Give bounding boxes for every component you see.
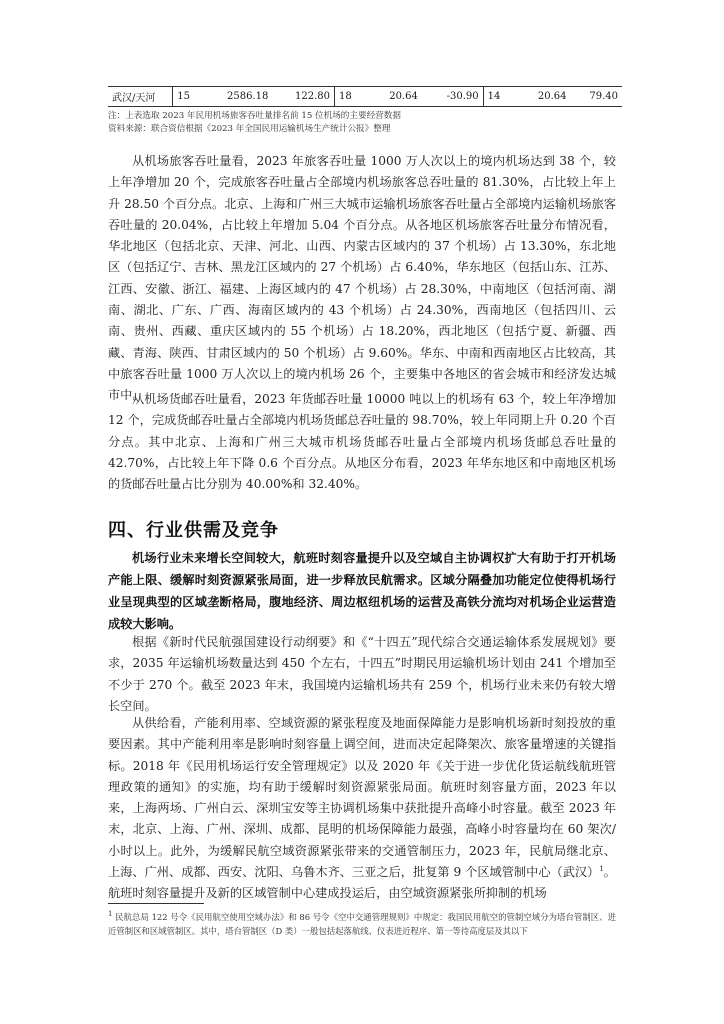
footnote [108, 910, 616, 938]
footnote-reference[interactable]: 1 [599, 865, 604, 874]
table-note: 注：上表选取 2023 年民用机场旅客吞吐量排名前 15 位机场的主要经营数据 [108, 111, 401, 121]
table-cell: 79.40 [589, 90, 618, 102]
table-row [108, 86, 622, 107]
paragraph-supply [108, 713, 616, 905]
paragraph-cargo-throughput: 从机场货邮吞吐量看，2023 年货邮吞吐量 10000 吨以上的机场有 63 个，较上年净增加 12 个，完成货邮吞吐量占全部境内机场货邮总吞吐量的 98.70%，较上年同期上升 0.20 个百分点。其中北京、上海和广州三大城市机场货邮吞吐量占全部境内机场货邮总吞吐量的 42.70%，占比较上年下降 0.6 个百分点。从地区分布看，2023 年华东地区和中南地区机场的货邮吞吐量占比分别为 40.00%和 32.40%。 [108, 392, 616, 492]
table-cell: 122.80 [295, 90, 331, 102]
footnote-rule [108, 903, 204, 904]
table-cell: 14 [483, 86, 516, 107]
table-source: 资料来源：联合资信根据《2023 年全国民用运输机场生产统计公报》整理 [108, 124, 391, 134]
paragraph-supply-text: 从供给看，产能利用率、空域资源的紧张程度及地面保障能力是影响机场新时刻投放的重要因素。其中产能利用率是影响时刻容量上调空间，进而决定起降架次、旅客量增速的关键指标。2018 年《民用机场运行安全管理规定》以及 2020 年《关于进一步优化货运航线航班管理政策的通知》的实施，均有助于缓解时刻资源紧张局面。航班时刻容量方面，2023 年以来，上海两场、广州白云、深圳宝安等主协调机场集中获批提升高峰小时容量。截至 2023 年末，北京、上海、广州、深圳、成都、昆明的机场保障能力最强，高峰小时容量均在 60 架次/小时以上。此外，为缓解民航空域资源紧张带来的交通管制压力，2023 年，民航局继北京、上海、广州、成都、西安、沈阳、乌鲁木齐、三亚之后，批复第 9 个区域管制中心（武汉） [108, 716, 616, 880]
table-cell: 20.64 [389, 90, 418, 102]
table-cell: 15 [173, 86, 209, 107]
paragraph-passenger-throughput: 从机场旅客吞吐量看，2023 年旅客吞吐量 1000 万人次以上的境内机场达到 38 个，较上年净增加 20 个，完成旅客吞吐量占全部境内机场旅客总吞吐量的 81.30%，占比较上年上升 28.50 个百分点。北京、上海和广州三大城市运输机场旅客吞吐量占全部境内运输机场旅客吞吐量的 20.04%，占比较上年增加 5.04 个百分点。从各地区机场旅客吞吐量分布情况看，华北地区（包括北京、天津、河北、山西、内蒙古区域内的 37 个机场）占 13.30%，东北地区（包括辽宁、吉林、黑龙江区域内的 27 个机场）占 6.40%，华东地区（包括山东、江苏、江西、安徽、浙江、福建、上海区域内的 47 个机场）占 28.30%，中南地区（包括河南、湖南、湖北、广东、广西、海南区域内的 43 个机场）占 24.30%，西南地区（包括四川、云南、贵州、西藏、重庆区域内的 55 个机场）占 18.20%，西北地区（包括宁夏、新疆、西藏、青海、陕西、甘肃区域内的 50 个机场）占 9.60%。华东、中南和西南地区占比较高，其中旅客吞吐量 1000 万人次以上的境内机场 26 个，主要集中各地区的省会城市和经济发达城市中。 [108, 154, 616, 403]
footnote-mark: 1 [108, 910, 113, 919]
paragraph-planning: 根据《新时代民航强国建设行动纲要》和《“十四五”现代综合交通运输体系发展规划》要求，2035 年运输机场数量达到 450 个左右，十四五”时期民用运输机场计划由 241 个增加至不少于 270 个。截至 2023 年末，我国境内运输机场共有 259 个，机场行业未来仍有较大增长空间。 [108, 635, 616, 713]
table-cell: 20.64 [537, 90, 567, 102]
table-cell: 2586.18 [226, 90, 269, 102]
section-heading: 四、行业供需及竞争 [108, 520, 279, 541]
table-cell-airport: 武汉/天河 [112, 92, 156, 104]
paragraph-summary-bold: 机场行业未来增长空间较大，航班时刻容量提升以及空域自主协调权扩大有助于打开机场产能上限、缓解时刻资源紧张局面，进一步释放民航需求。区域分隔叠加功能定位使得机场行业呈现典型的区域垄断格局，腹地经济、周边枢纽机场的运营及高铁分流均对机场企业运营造成较大影响。 [108, 551, 616, 631]
airport-data-table [108, 86, 622, 107]
table-cell: -30.90 [446, 90, 479, 102]
paragraph-supply-tail: 。航班时刻容量提升及新的区域管制中心建成投运后，由空域资源紧张所抑制的机场 [108, 865, 616, 901]
table-cell: 18 [335, 86, 368, 107]
footnote-text: 民航总局 122 号令《民用航空使用空域办法》和 86 号令《空中交通管理规则》中规定：我国民用航空的管制空域分为塔台管制区、进近管制区和区域管制区。其中，塔台管制区（D 类）一般包括起落航线、仪表进近程序、第一等待高度层及其以下 [108, 912, 616, 936]
